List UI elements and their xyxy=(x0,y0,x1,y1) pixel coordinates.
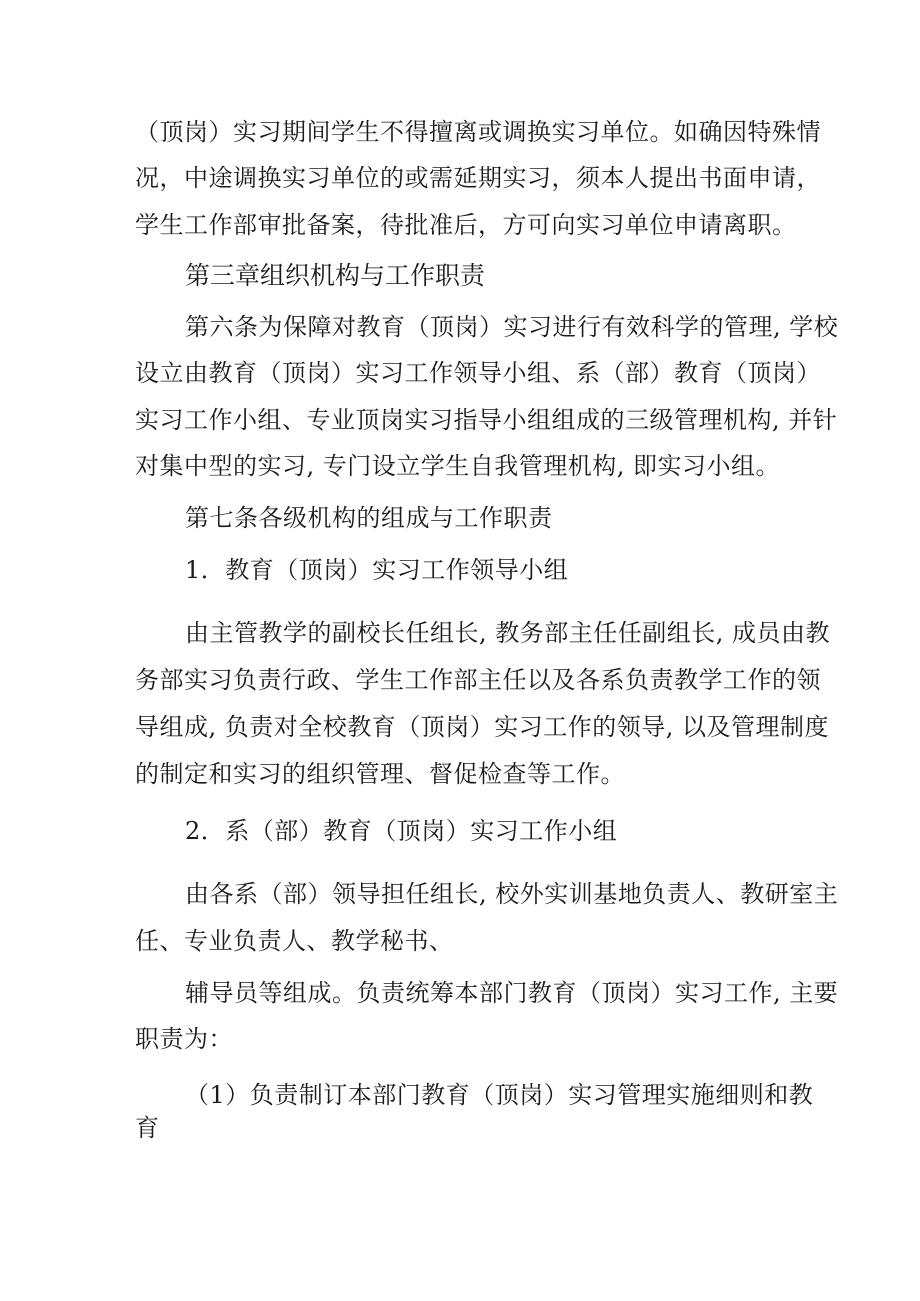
paragraph-line-2: 况，中途调换实习单位的或需延期实习，须本人提出书面申请， xyxy=(135,164,821,192)
section-1-title: 1．教育（顶岗）实习工作领导小组 xyxy=(185,556,569,584)
article-six-line-3: 实习工作小组、专业顶岗实习指导小组组成的三级管理机构, 并针 xyxy=(135,406,838,434)
article-six-line-1: 第六条为保障对教育（顶岗）实习进行有效科学的管理, 学校 xyxy=(185,313,839,341)
chapter-heading: 第三章组织机构与工作职责 xyxy=(185,261,486,290)
article-six-line-2: 设立由教育（顶岗）实习工作领导小组、系（部）教育（顶岗） xyxy=(135,359,821,387)
section-2-line-4: 职责为： xyxy=(135,1025,233,1053)
section-1-line-3: 导组成, 负责对全校教育（顶岗）实习工作的领导, 以及管理制度 xyxy=(135,713,830,741)
article-seven-title: 第七条各级机构的组成与工作职责 xyxy=(185,504,553,532)
section-2-line-3: 辅导员等组成。负责统筹本部门教育（顶岗）实习工作, 主要 xyxy=(185,979,839,1007)
section-1-line-4: 的制定和实习的组织管理、督促检查等工作。 xyxy=(135,760,625,788)
item-1-line-2: 育 xyxy=(135,1114,160,1142)
item-1-line-1: （1）负责制订本部门教育（顶岗）实习管理实施细则和教 xyxy=(185,1081,814,1109)
article-six-line-4: 对集中型的实习, 专门设立学生自我管理机构, 即实习小组。 xyxy=(135,452,781,480)
section-2-line-2: 任、专业负责人、教学秘书、 xyxy=(135,927,454,955)
section-1-line-2: 务部实习负责行政、学生工作部主任以及各系负责教学工作的领 xyxy=(135,666,821,694)
section-2-line-1: 由各系（部）领导担任组长, 校外实训基地负责人、教研室主 xyxy=(185,880,839,908)
section-2-title: 2．系（部）教育（顶岗）实习工作小组 xyxy=(185,817,618,845)
paragraph-line-1: （顶岗）实习期间学生不得擅离或调换实习单位。如确因特殊情 xyxy=(135,118,821,146)
section-1-line-1: 由主管教学的副校长任组长, 教务部主任任副组长, 成员由教 xyxy=(185,619,831,647)
paragraph-line-3: 学生工作部审批备案，待批准后，方可向实习单位申请离职。 xyxy=(135,211,797,239)
